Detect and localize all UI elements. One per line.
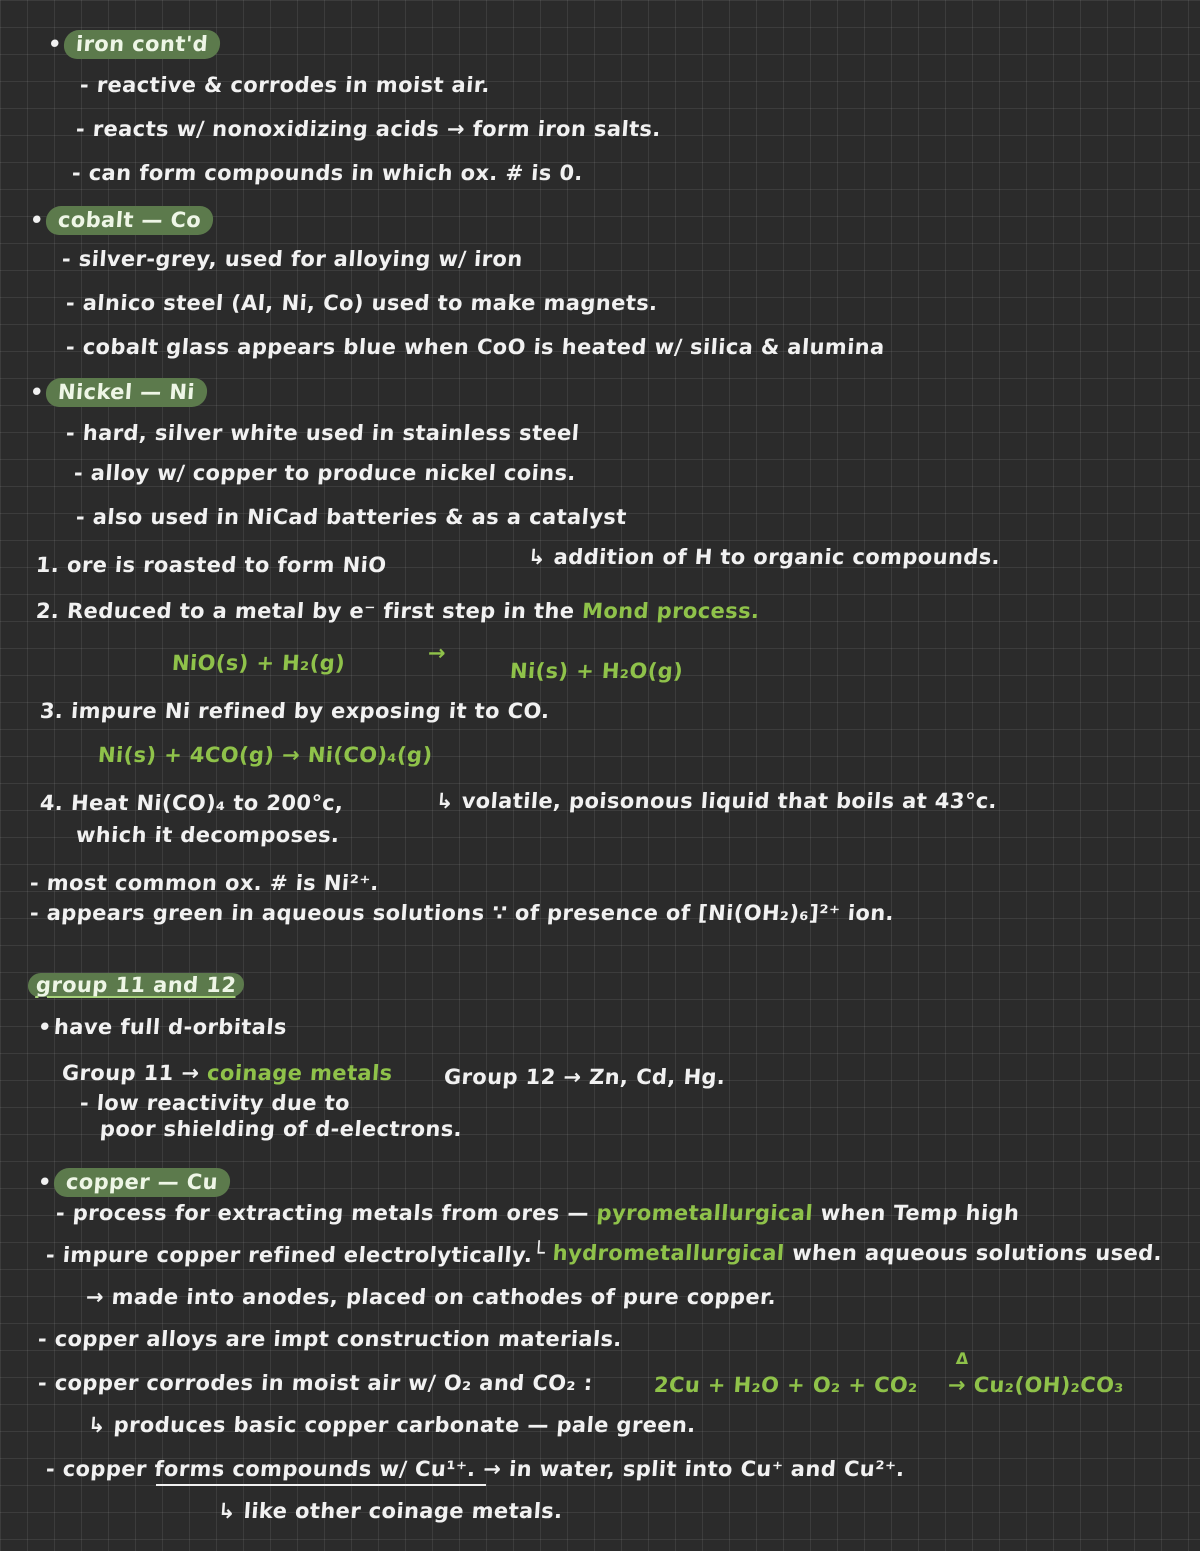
group-11-label: Group 11 → xyxy=(61,1061,208,1085)
nickel-heading: Nickel — Ni xyxy=(45,378,208,407)
nickel-green: - appears green in aqueous solutions ∵ of presence of [Ni(OH₂)₆]²⁺ ion. xyxy=(29,901,895,925)
nickel-heading-row xyxy=(29,378,208,407)
bullet-icon: • xyxy=(37,1170,53,1194)
bullet-icon: • xyxy=(37,1015,53,1039)
cobalt-heading-row xyxy=(29,206,214,235)
group-12: Group 12 → Zn, Cd, Hg. xyxy=(443,1065,727,1089)
equation-1-arrow: → xyxy=(427,641,447,665)
group-reactivity-cont: poor shielding of d-electrons. xyxy=(99,1117,464,1141)
iron-line-1: - reactive & corrodes in moist air. xyxy=(79,73,491,97)
copper-line-3: → made into anodes, placed on cathodes of pure copper. xyxy=(85,1285,778,1309)
pyrometallurgical: pyrometallurgical xyxy=(595,1201,814,1225)
nickel-step-2 xyxy=(35,598,760,624)
copper-line-2: - impure copper refined electrolytically. xyxy=(45,1243,534,1267)
copper-line-1-text: - process for extracting metals from ores — xyxy=(55,1201,590,1225)
nickel-catalyst-note: ↳ addition of H to organic compounds. xyxy=(527,545,1001,569)
iron-line-3: - can form compounds in which ox. # is 0. xyxy=(71,161,584,185)
bullet-icon: • xyxy=(47,32,63,56)
equation-2: Ni(s) + 4CO(g) → Ni(CO)₄(g) xyxy=(97,743,434,767)
group-heading-row xyxy=(27,972,245,998)
cobalt-line-3: - cobalt glass appears blue when CoO is heated w/ silica & alumina xyxy=(65,335,886,359)
iron-heading: iron cont'd xyxy=(63,30,221,59)
cobalt-line-1: - silver-grey, used for alloying w/ iron xyxy=(61,247,524,271)
group-heading: group 11 and 12 xyxy=(27,973,245,997)
equation-1-left: NiO(s) + H₂(g) xyxy=(171,651,346,675)
iron-heading-row xyxy=(47,30,221,59)
bullet-icon: • xyxy=(29,208,45,232)
nickel-step-2-text: 2. Reduced to a metal by e⁻ first step in the xyxy=(35,599,584,623)
nickel-line-1: - hard, silver white used in stainless steel xyxy=(65,421,581,445)
nickel-line-3: - also used in NiCad batteries & as a catalyst xyxy=(75,505,628,529)
nickel-line-2: - alloy w/ copper to produce nickel coins. xyxy=(73,461,577,485)
copper-line-1 xyxy=(55,1200,1020,1226)
mond-process: Mond process. xyxy=(581,599,761,623)
hydrometallurgical: hydrometallurgical xyxy=(551,1241,786,1265)
nickel-common-ox: - most common ox. # is Ni²⁺. xyxy=(29,871,380,895)
copper-line-7-tail: → in water, split into Cu⁺ and Cu²⁺. xyxy=(482,1457,906,1481)
copper-equation-left: 2Cu + H₂O + O₂ + CO₂ xyxy=(653,1373,919,1397)
iron-line-2: - reacts w/ nonoxidizing acids → form iron salts. xyxy=(75,117,662,141)
nickel-step-1: 1. ore is roasted to form NiO xyxy=(35,553,388,577)
group-11-row xyxy=(61,1060,393,1086)
coinage-metals: coinage metals xyxy=(206,1061,394,1085)
copper-line-4: - copper alloys are impt construction materials. xyxy=(37,1327,623,1351)
equation-1-right: Ni(s) + H₂O(g) xyxy=(509,659,684,683)
group-bullet: have full d-orbitals xyxy=(53,1015,288,1039)
bullet-icon: • xyxy=(29,380,45,404)
nickel-step-4-note: ↳ volatile, poisonous liquid that boils at 43°c. xyxy=(435,789,998,813)
delta-icon: Δ xyxy=(955,1349,970,1368)
copper-line-6: ↳ produces basic copper carbonate — pale green. xyxy=(87,1413,697,1437)
copper-line-1-tail: when Temp high xyxy=(819,1201,1021,1225)
nickel-step-3: 3. impure Ni refined by exposing it to CO. xyxy=(39,699,551,723)
nickel-step-4-cont: which it decomposes. xyxy=(75,823,341,847)
group-bullet-row xyxy=(37,1014,288,1040)
copper-line-2-branch xyxy=(531,1240,1163,1266)
group-reactivity: - low reactivity due to xyxy=(79,1091,351,1115)
copper-line-7 xyxy=(45,1456,905,1482)
cobalt-heading: cobalt — Co xyxy=(45,206,214,235)
cobalt-line-2: - alnico steel (Al, Ni, Co) used to make magnets. xyxy=(65,291,659,315)
copper-line-5: - copper corrodes in moist air w/ O₂ and CO₂ : xyxy=(37,1371,594,1395)
copper-line-7-text: - copper forms compounds w/ Cu¹⁺. xyxy=(45,1457,477,1481)
copper-equation-right: → Cu₂(OH)₂CO₃ xyxy=(947,1373,1125,1397)
copper-heading: copper — Cu xyxy=(53,1168,231,1197)
copper-line-8: ↳ like other coinage metals. xyxy=(217,1499,564,1523)
nickel-step-4: 4. Heat Ni(CO)₄ to 200°c, xyxy=(39,791,345,815)
underline-divider xyxy=(156,1484,486,1486)
branch-icon: └ xyxy=(531,1241,546,1265)
copper-line-2-tail: when aqueous solutions used. xyxy=(791,1241,1163,1265)
copper-heading-row xyxy=(37,1168,231,1197)
